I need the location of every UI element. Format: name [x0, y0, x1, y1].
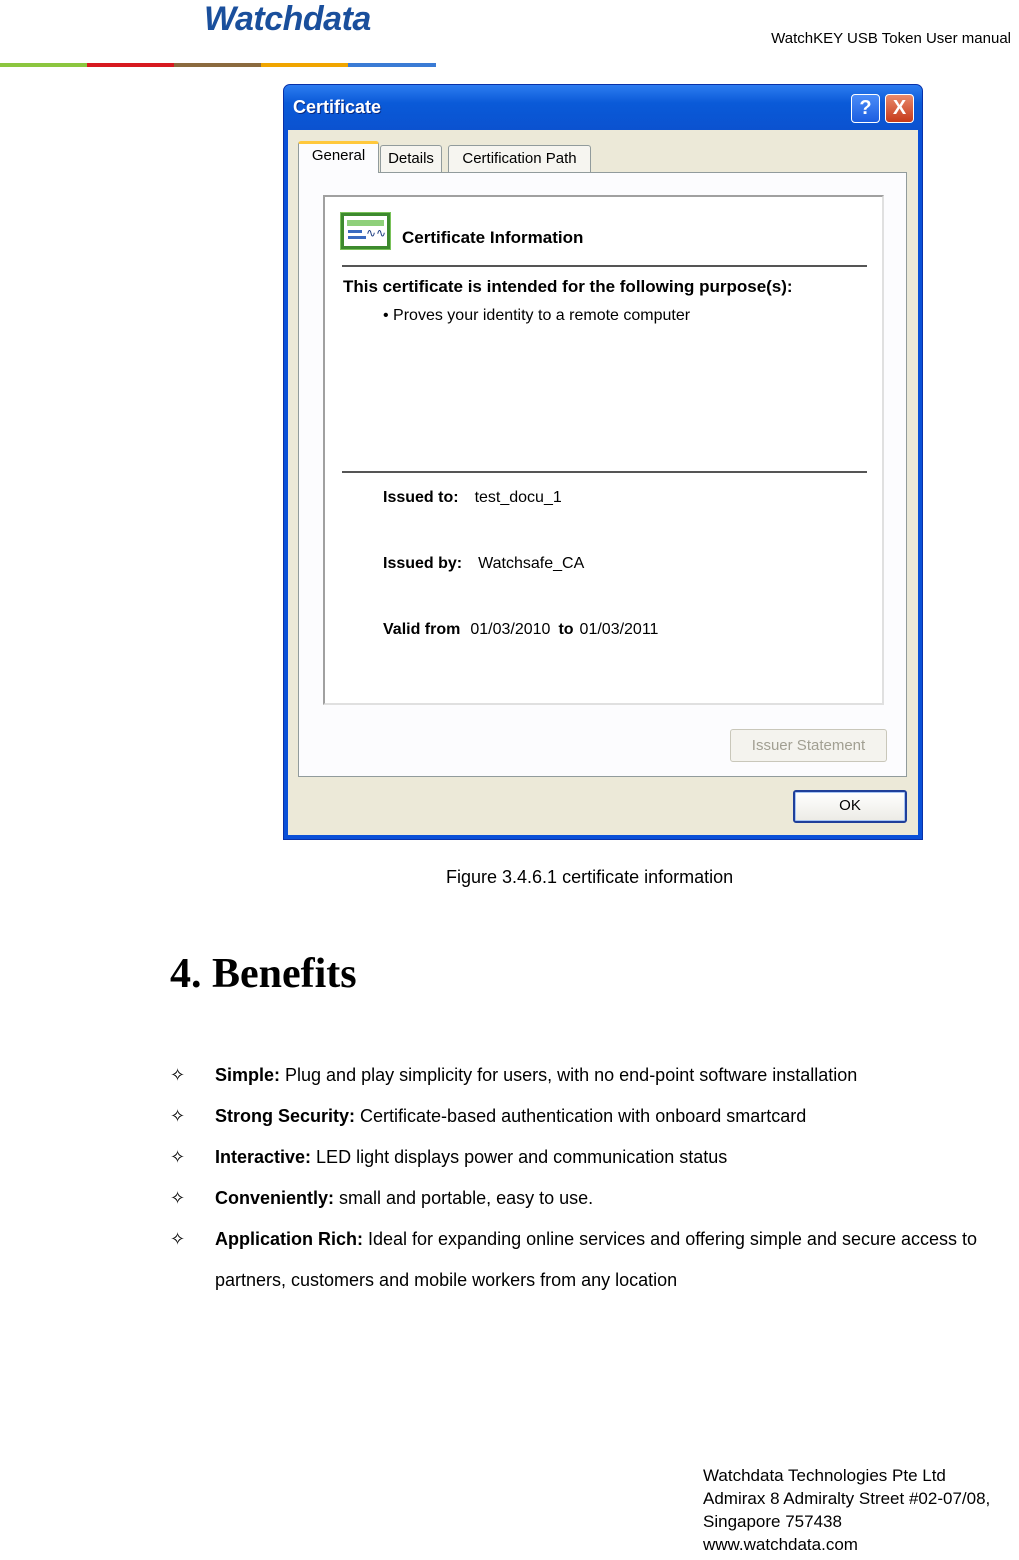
section-heading: 4. Benefits [170, 951, 357, 997]
bullet-star-icon: ✧ [170, 1147, 186, 1167]
benefit-term: Conveniently: [215, 1188, 335, 1208]
benefit-text: Plug and play simplicity for users, with no end-point software installation [280, 1065, 858, 1085]
list-item [170, 1096, 1019, 1137]
bullet-star-icon: ✧ [170, 1106, 186, 1126]
issuer-statement-button[interactable]: Issuer Statement [730, 729, 887, 762]
header-color-bar-5 [348, 63, 436, 67]
certificate-info-box [323, 195, 884, 705]
header-color-bar-3 [174, 63, 261, 67]
issued-by-label: Issued by: [383, 555, 463, 572]
header-color-bar-2 [87, 63, 174, 67]
footer-city: Singapore 757438 [703, 1512, 842, 1531]
bullet-star-icon: ✧ [170, 1188, 186, 1208]
figure-caption: Figure 3.4.6.1 certificate information [446, 867, 734, 887]
dialog-title: Certificate [293, 97, 382, 117]
certificate-icon: ∿∿ [341, 213, 390, 249]
purpose-item: • Proves your identity to a remote computer [383, 307, 691, 324]
benefit-term: Application Rich: [215, 1229, 363, 1249]
benefit-term: Strong Security: [215, 1106, 356, 1126]
issued-by-row [383, 555, 584, 573]
tab-details[interactable]: Details [380, 145, 442, 172]
footer-address: Admirax 8 Admiralty Street #02-07/08, [703, 1489, 991, 1508]
benefit-term: Simple: [215, 1065, 281, 1085]
header-color-bar-1 [0, 63, 87, 67]
footer-website[interactable]: www.watchdata.com [703, 1535, 858, 1554]
bullet-star-icon: ✧ [170, 1229, 186, 1249]
certificate-info-title: Certificate Information [402, 228, 584, 247]
benefit-term: Interactive: [215, 1147, 312, 1167]
divider [342, 471, 867, 473]
benefit-text: Ideal for expanding online services and offering simple and secure access to partners, customers and mobile workers from any location [215, 1229, 978, 1290]
list-item [170, 1137, 1019, 1178]
document-title: WatchKEY USB Token User manual [771, 30, 1011, 47]
general-tab-panel [298, 172, 907, 777]
certificate-dialog [283, 84, 923, 840]
tab-certification-path[interactable]: Certification Path [448, 145, 591, 172]
ok-button[interactable]: OK [793, 790, 907, 823]
issued-to-row [383, 489, 562, 507]
issued-to-label: Issued to: [383, 489, 459, 506]
list-item [170, 1219, 1019, 1301]
valid-from-label: Valid from [383, 621, 461, 638]
dialog-titlebar [284, 85, 922, 130]
list-item [170, 1055, 1019, 1096]
valid-to-label: to [558, 621, 574, 638]
divider [342, 265, 867, 267]
validity-row [383, 621, 658, 639]
benefit-text: small and portable, easy to use. [334, 1188, 594, 1208]
tab-general[interactable]: General [298, 141, 379, 173]
benefit-text: Certificate-based authentication with onboard smartcard [355, 1106, 807, 1126]
benefits-list [170, 1055, 1019, 1301]
benefit-text: LED light displays power and communication status [311, 1147, 728, 1167]
purpose-heading: This certificate is intended for the following purpose(s): [343, 277, 793, 296]
valid-to-value: 01/03/2011 [579, 621, 659, 638]
close-button[interactable]: X [885, 94, 914, 123]
company-footer [703, 1464, 990, 1556]
watchdata-logo: Watchdata [204, 0, 371, 38]
issued-to-value: test_docu_1 [474, 489, 562, 506]
list-item [170, 1178, 1019, 1219]
bullet-star-icon: ✧ [170, 1065, 186, 1085]
valid-from-value: 01/03/2010 [470, 621, 551, 638]
header-color-bar-4 [261, 63, 348, 67]
dialog-body [288, 130, 918, 835]
help-button[interactable]: ? [851, 94, 880, 123]
issued-by-value: Watchsafe_CA [478, 555, 585, 572]
footer-company: Watchdata Technologies Pte Ltd [703, 1466, 946, 1485]
